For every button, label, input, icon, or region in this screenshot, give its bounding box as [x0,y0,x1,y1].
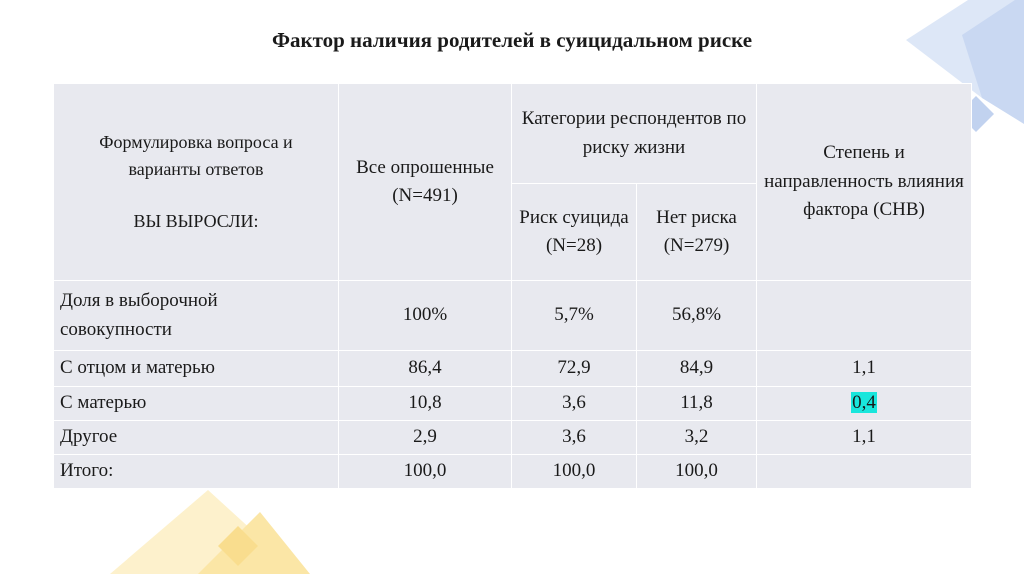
cell-all: 2,9 [339,421,512,455]
table-header-row [54,84,972,184]
table-row [54,421,972,455]
header-categories-group: Категории респондентов по риску жизни [512,84,757,184]
slide-title: Фактор наличия родителей в суицидальном риске [271,28,753,52]
cell-all: 100,0 [339,455,512,489]
table-row [54,387,972,421]
table-row [54,455,972,489]
cell-snv [757,281,972,351]
row-label: С отцом и матерью [54,351,339,387]
header-no-risk: Нет риска (N=279) [637,184,757,281]
table-row [54,351,972,387]
row-label: Другое [54,421,339,455]
cell-snv: 1,1 [757,421,972,455]
cell-norisk: 84,9 [637,351,757,387]
decor-yellow-triangles [110,486,310,574]
table-row [54,281,972,351]
cell-all: 86,4 [339,351,512,387]
cell-snv: 1,1 [757,351,972,387]
cell-norisk: 11,8 [637,387,757,421]
cell-risk: 100,0 [512,455,637,489]
header-question-line2: варианты ответов [128,159,264,179]
cell-snv [757,455,972,489]
cell-norisk: 56,8% [637,281,757,351]
cell-norisk: 100,0 [637,455,757,489]
cell-all: 10,8 [339,387,512,421]
row-label: С матерью [54,387,339,421]
highlighted-value: 0,4 [852,392,876,414]
header-question-line1: Формулировка вопроса и [99,132,293,152]
cell-norisk: 3,2 [637,421,757,455]
cell-risk: 3,6 [512,387,637,421]
data-table [53,83,972,489]
header-question-line3: ВЫ ВЫРОСЛИ: [133,211,259,231]
cell-risk: 3,6 [512,421,637,455]
header-suicide-risk: Риск суицида (N=28) [512,184,637,281]
row-label: Итого: [54,455,339,489]
header-influence: Степень и направленность влияния фактора (СНВ) [757,84,972,281]
header-question-cell [54,84,339,281]
cell-snv [757,387,972,421]
row-label: Доля в выборочной совокупности [54,281,339,351]
cell-risk: 72,9 [512,351,637,387]
cell-risk: 5,7% [512,281,637,351]
header-all-respondents: Все опрошенные (N=491) [339,84,512,281]
cell-all: 100% [339,281,512,351]
